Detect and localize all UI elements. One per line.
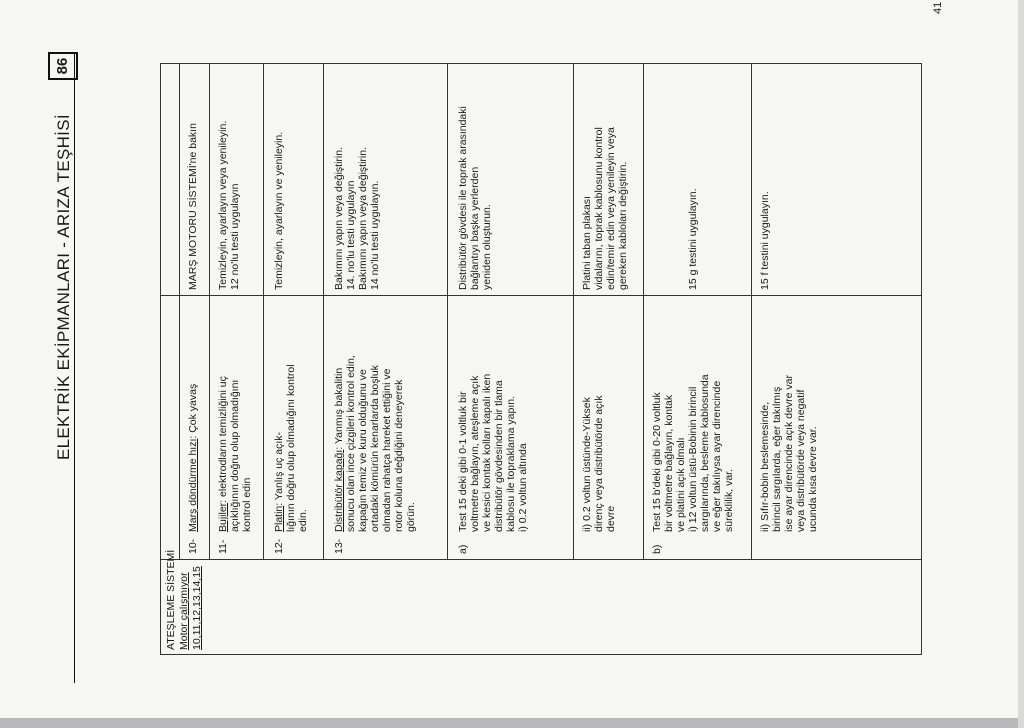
test-line: Test 15 b'deki gibi 0-20 voltluk <box>651 392 663 532</box>
test-line: veya distribütörde veya negatif <box>795 389 807 532</box>
row-line-10 <box>209 64 210 560</box>
row-remedy: Temizleyin, ayarlayın veya yenileyin. <box>217 120 229 290</box>
test-line: Test 15 deki gibi 0-1 voltluk bir <box>457 391 469 532</box>
test-line: ucunda kısa devre var. <box>807 426 819 532</box>
test-remedy-line: bağlantıyı başka yerlerden <box>469 166 481 290</box>
row-line-13 <box>447 64 448 560</box>
row-number: 13- <box>333 538 345 554</box>
row-cause-line: lığının doğru olup olmadığını kontrol <box>285 364 297 532</box>
test-line: kablosu ile topraklama yapın. <box>505 396 517 532</box>
row-remedy: MARŞ MOTORU SİSTEMİ'ne bakın <box>187 123 199 290</box>
row-cause: Bujiler: elektrodların temizliğini uç <box>217 376 229 532</box>
row-cause-line: sonucu olan ince çizgileri kontrol edin, <box>345 355 357 532</box>
row-cause-line: kontrol edin <box>241 477 253 532</box>
diagnosis-table <box>160 63 922 655</box>
symptom-label: Motor çalışmıyor <box>178 572 190 650</box>
test-line: ve eğer takılıysa ayar direncinde <box>711 380 723 532</box>
system-label: ATEŞLEME SİSTEMİ <box>165 549 177 650</box>
row-cause-line: edin. <box>297 509 309 532</box>
row-cause: Platin: Yanlış uç açık- <box>273 432 285 532</box>
test-line: ise ayar direncinde açık devre var <box>783 375 795 532</box>
row-line-11 <box>263 64 264 560</box>
test-remedy-line: gereken kabloları değiştirin. <box>617 161 629 290</box>
test-line: bir voltmetre bağlayın, kontak <box>663 394 675 532</box>
test-line: i) 12 voltun üstü-Bobinin birincil <box>687 386 699 532</box>
row-cause-line: olmadan rahatça hareket ettiğini ve <box>381 368 393 532</box>
item-label-b: b) <box>651 544 663 554</box>
test-remedy-line: vidalarını, toprak kablosunu kontrol <box>593 127 605 290</box>
test-line: ve kesici kontak kolları kapalı iken <box>481 373 493 532</box>
row-remedy: Bakımını yapın veya değiştirin. <box>333 147 345 290</box>
test-remedy: Platini taban plakası <box>581 196 593 290</box>
test-line: sargılarında, besleme kablosunda <box>699 374 711 532</box>
header-row-line <box>179 64 180 560</box>
test-line: birincil sargılarda, eğer takılmış <box>771 386 783 532</box>
row-remedy: Temizleyin, ayarlayın ve yenileyin. <box>273 131 285 290</box>
row-number: 10- <box>187 538 199 554</box>
header-rule <box>74 53 75 683</box>
page-edge <box>1018 0 1024 728</box>
test-line: voltmetre bağlayın, ateşleme açık <box>469 375 481 532</box>
test-line: ii) Sıfır-bobin beslemesinde, <box>759 401 771 532</box>
item-label-a: a) <box>457 544 469 554</box>
row-remedy-line: 14. no'lu testi uygulayın <box>345 180 357 290</box>
row-line-14b <box>751 64 752 560</box>
page-title: ELEKTRİK EKİPMANLARI - ARIZA TEŞHİSİ <box>54 114 73 460</box>
test-remedy: 15 g testini uygulayın. <box>687 188 699 290</box>
row-cause-line: görün. <box>405 502 417 532</box>
row-number: 11- <box>217 539 229 554</box>
row-cause-line: ortadaki kömürün kenarlarda boşluk <box>369 365 381 532</box>
column-divider-1 <box>161 559 921 560</box>
row-line-12 <box>323 64 324 560</box>
test-remedy: Distribütör gövdesi ile toprak arasındaki <box>457 106 469 290</box>
test-line: devre <box>605 505 617 532</box>
row-cause: Marş döndürme hızı: Çok yavaş <box>187 383 199 532</box>
test-line: i) 0.2 voltun altında <box>517 443 529 532</box>
row-number: 12- <box>273 538 285 554</box>
section-number-box: 86 <box>48 52 78 80</box>
test-remedy-line: edin/temir edin veya yenileyin veya <box>605 127 617 290</box>
row-cause-line: açıklığının doğru olup olmadığını <box>229 379 241 532</box>
test-line: ii) 0.2 voltun üstünde-Yüksek <box>581 397 593 532</box>
test-line: direnç veya distribütörde açık <box>593 395 605 532</box>
page-number: 41 <box>932 1 944 14</box>
test-line: süreklilik, var. <box>723 468 735 532</box>
test-remedy-line: yeniden oluşturun. <box>481 204 493 290</box>
row-line-14a <box>573 64 574 560</box>
rotated-sheet <box>40 0 944 690</box>
row-remedy-line: 14 no'lu testi uygulayın. <box>369 180 381 290</box>
row-remedy-line: Bakımını yapın veya değiştirin. <box>357 147 369 290</box>
test-line: distribütör gövdesinden bir tlama <box>493 380 505 532</box>
row-line-14a2 <box>643 64 644 560</box>
row-cause: Distribütör kapağı: Yanmış bakalitin <box>333 367 345 532</box>
test-remedy: 15 f testini uygulayın. <box>759 191 771 290</box>
scanner-bottom-strip <box>0 718 1024 728</box>
row-cause-line: kapağın temiz ve kuru olduğunu ve <box>357 369 369 532</box>
row-remedy-line: 12 no'lu testi uygulayın <box>229 183 241 290</box>
refs-label: 10,11,12,13,14,15 <box>191 566 203 650</box>
column-divider-2 <box>161 295 921 296</box>
row-cause-line: rotor koluna değdiğini deneyerek <box>393 379 405 532</box>
test-line: ve platini açık olmalı <box>675 437 687 532</box>
